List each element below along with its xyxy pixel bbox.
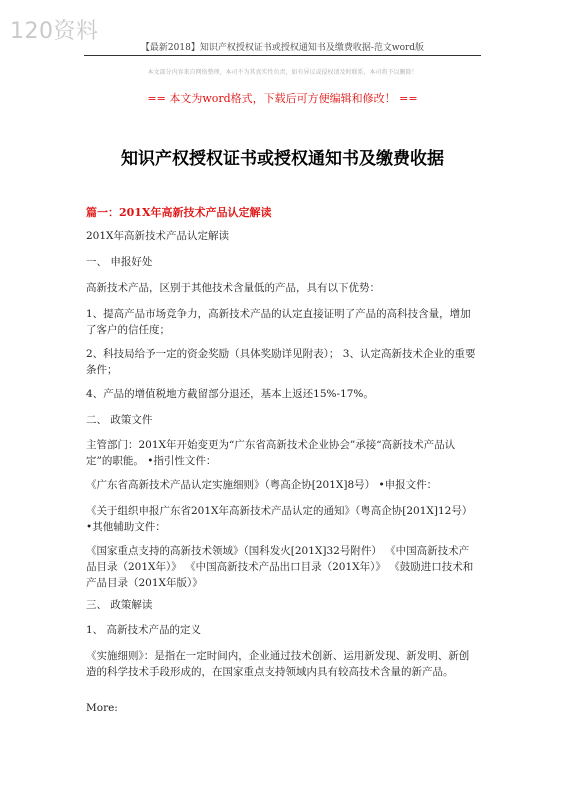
heading-policy-reading: 三、 政策解读 (86, 599, 153, 611)
document-title: 知识产权授权证书或授权通知书及缴费收据 (121, 149, 444, 169)
format-notice: == 本文为word格式，下载后可方便编辑和修改！ == (147, 92, 418, 105)
paragraph-guide-doc: 《广东省高新技术产品认定实施细则》（粤高企协[201X]8号） •申报文件： (86, 479, 438, 491)
paragraph-apply-doc: 《关于组织申报广东省201X年高新技术产品认定的通知》（粤高企协[201X]12号） •其他辅助文件： (86, 505, 473, 533)
heading-benefits: 一、 申报好处 (86, 256, 153, 268)
heading-definition: 1、 高新技术产品的定义 (86, 624, 202, 636)
paragraph-benefits-intro: 高新技术产品，区别于其他技术含量低的产品，具有以下优势： (86, 282, 380, 294)
watermark-logo: 120资料 (10, 19, 99, 44)
section-title: 篇一：201X年高新技术产品认定解读 (86, 206, 272, 219)
paragraph-definition: 《实施细则》：是指在一定时间内，企业通过技术创新、运用新发现、新发明、新创造的科学技术手段形成的，在国家重点支持领域内具有较高技术含量的新产品。 (86, 650, 470, 678)
paragraph-authority: 主管部门：201X年开始变更为“广东省高新技术企业协会”承接“高新技术产品认定”的职能。 •指引性文件： (86, 439, 456, 467)
page-header: 【最新2018】知识产权授权证书或授权通知书及缴费收据-范文word版 (84, 40, 481, 56)
disclaimer-text: 本文部分内容来自网络整理，本司不为其真实性负责，如有异议或侵权请及时联系，本司将予以删除！ (147, 69, 418, 76)
paragraph-benefit-1: 1、提高产品市场竞争力，高新技术产品的认定直接证明了产品的高科技含量，增加了客户的信任度； (86, 308, 471, 336)
paragraph-benefit-2-3: 2、科技局给予一定的资金奖励（具体奖励详见附表）； 3、认定高新技术企业的重要条件； (86, 348, 476, 376)
paragraph-aux-docs: 《国家重点支持的高新技术领域》（国科发火[201X]32号附件） 《中国高新技术产品目录（201X年）》 《中国高新技术产品出口目录（201X年）》 《鼓励进口技术和产品目录（201X年版）》 (86, 545, 474, 589)
paragraph-benefit-4: 4、产品的增值税地方截留部分退还，基本上返还15%-17%。 (86, 388, 374, 400)
paragraph-subtitle: 201X年高新技术产品认定解读 (86, 230, 230, 242)
heading-policy-docs: 二、 政策文件 (86, 414, 153, 426)
paragraph-more: More: (86, 702, 118, 714)
